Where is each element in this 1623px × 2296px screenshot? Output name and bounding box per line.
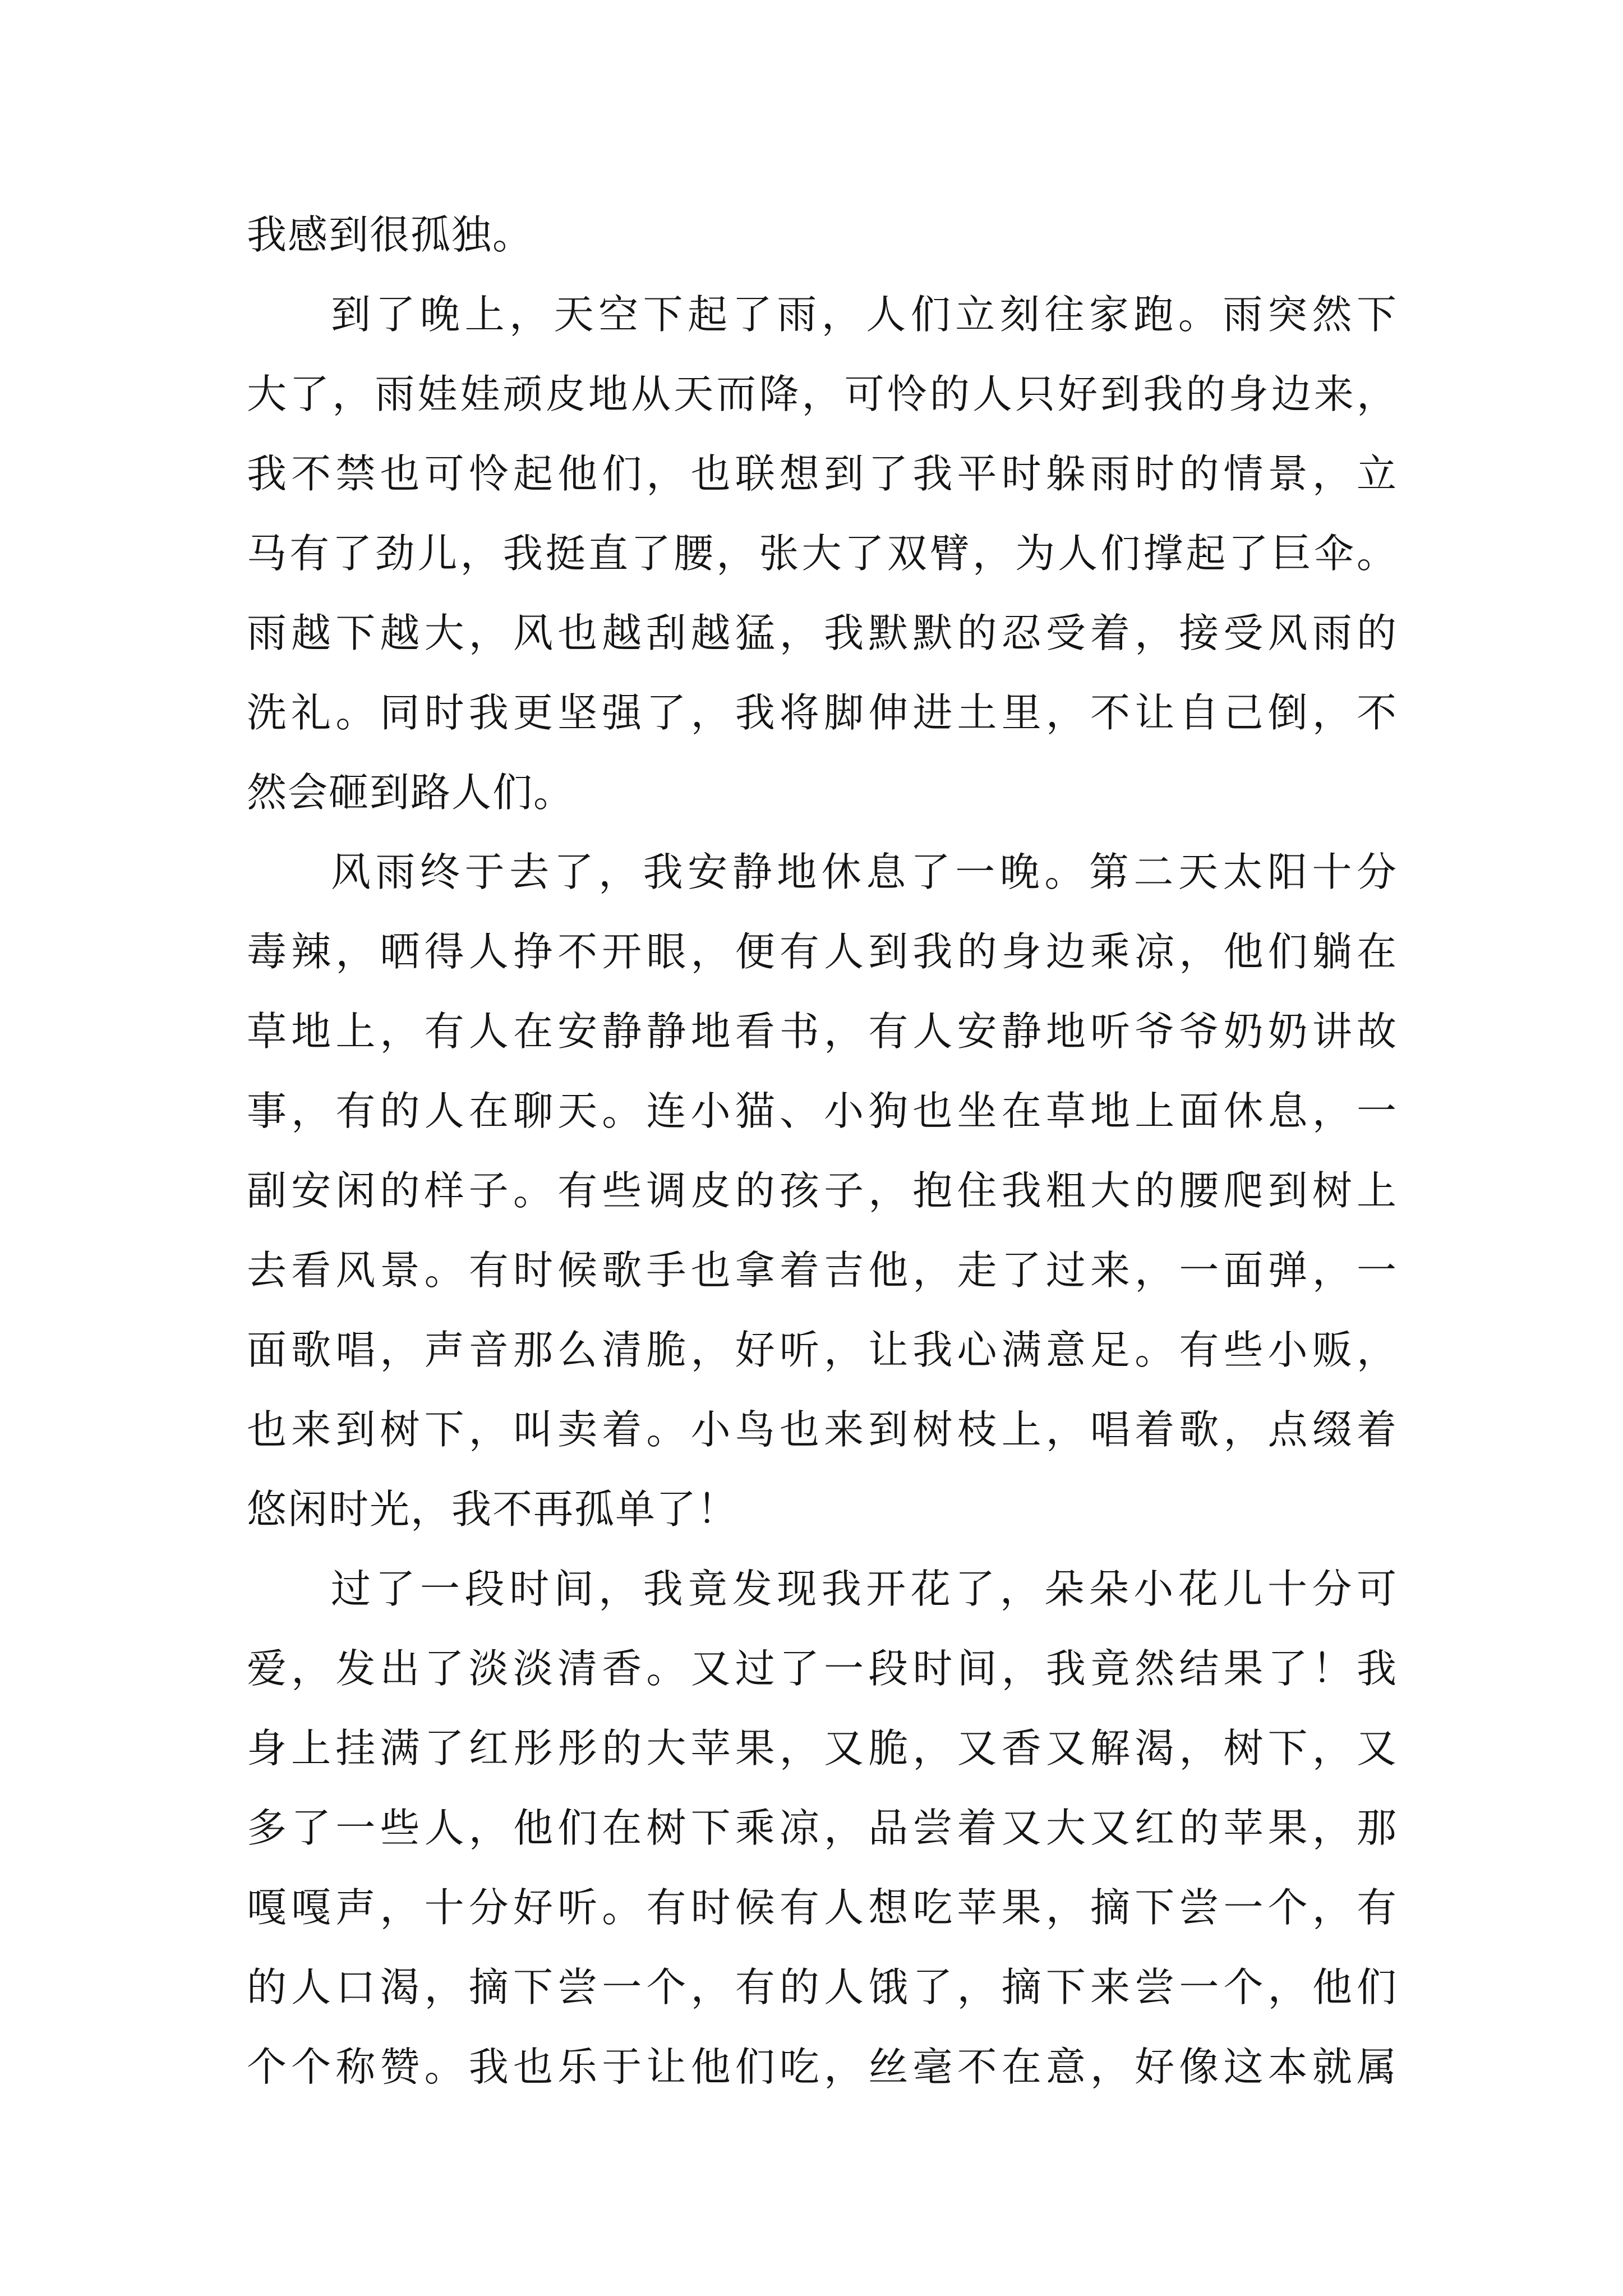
text-line: 雨越下越大，风也越刮越猛，我默默的忍受着，接受风雨的	[247, 610, 1398, 656]
text-line: 去看风景。有时候歌手也拿着吉他，走了过来，一面弹，一	[247, 1247, 1398, 1294]
text-line: 悠闲时光，我不再孤单了！	[247, 1486, 739, 1533]
text-line: 然会砸到路人们。	[247, 769, 575, 816]
text-line: 也来到树下，叫卖着。小鸟也来到树枝上，唱着歌，点缀着	[247, 1406, 1398, 1453]
essay-body	[247, 195, 1398, 2107]
text-line-paragraph-start: 过了一段时间，我竟发现我开花了，朵朵小花儿十分可	[331, 1566, 1398, 1612]
text-line: 爱，发出了淡淡清香。又过了一段时间，我竟然结果了！我	[247, 1645, 1398, 1692]
text-line: 我感到很孤独。	[247, 211, 534, 258]
text-line: 我不禁也可怜起他们，也联想到了我平时躲雨时的情景，立	[247, 450, 1398, 497]
text-line-paragraph-start: 风雨终于去了，我安静地休息了一晚。第二天太阳十分	[331, 849, 1398, 895]
text-line: 的人口渴，摘下尝一个，有的人饿了，摘下来尝一个，他们	[247, 1964, 1398, 2010]
text-line-paragraph-start: 到了晚上，天空下起了雨，人们立刻往家跑。雨突然下	[331, 291, 1398, 338]
text-line: 面歌唱，声音那么清脆，好听，让我心满意足。有些小贩，	[247, 1327, 1398, 1373]
text-line: 马有了劲儿，我挺直了腰，张大了双臂，为人们撑起了巨伞。	[247, 530, 1398, 577]
text-line: 大了，雨娃娃顽皮地从天而降，可怜的人只好到我的身边来，	[247, 371, 1398, 417]
text-line: 副安闲的样子。有些调皮的孩子，抱住我粗大的腰爬到树上	[247, 1167, 1398, 1214]
text-line: 多了一些人，他们在树下乘凉，品尝着又大又红的苹果，那	[247, 1805, 1398, 1851]
text-line: 个个称赞。我也乐于让他们吃，丝毫不在意，好像这本就属	[247, 2044, 1398, 2090]
text-line: 嘎嘎声，十分好听。有时候有人想吃苹果，摘下尝一个，有	[247, 1884, 1398, 1931]
text-line: 洗礼。同时我更坚强了，我将脚伸进土里，不让自己倒，不	[247, 689, 1398, 736]
text-line: 草地上，有人在安静静地看书，有人安静地听爷爷奶奶讲故	[247, 1008, 1398, 1055]
text-line: 身上挂满了红彤彤的大苹果，又脆，又香又解渴，树下，又	[247, 1725, 1398, 1772]
text-line: 毒辣，晒得人挣不开眼，便有人到我的身边乘凉，他们躺在	[247, 928, 1398, 975]
text-line: 事，有的人在聊天。连小猫、小狗也坐在草地上面休息，一	[247, 1088, 1398, 1134]
